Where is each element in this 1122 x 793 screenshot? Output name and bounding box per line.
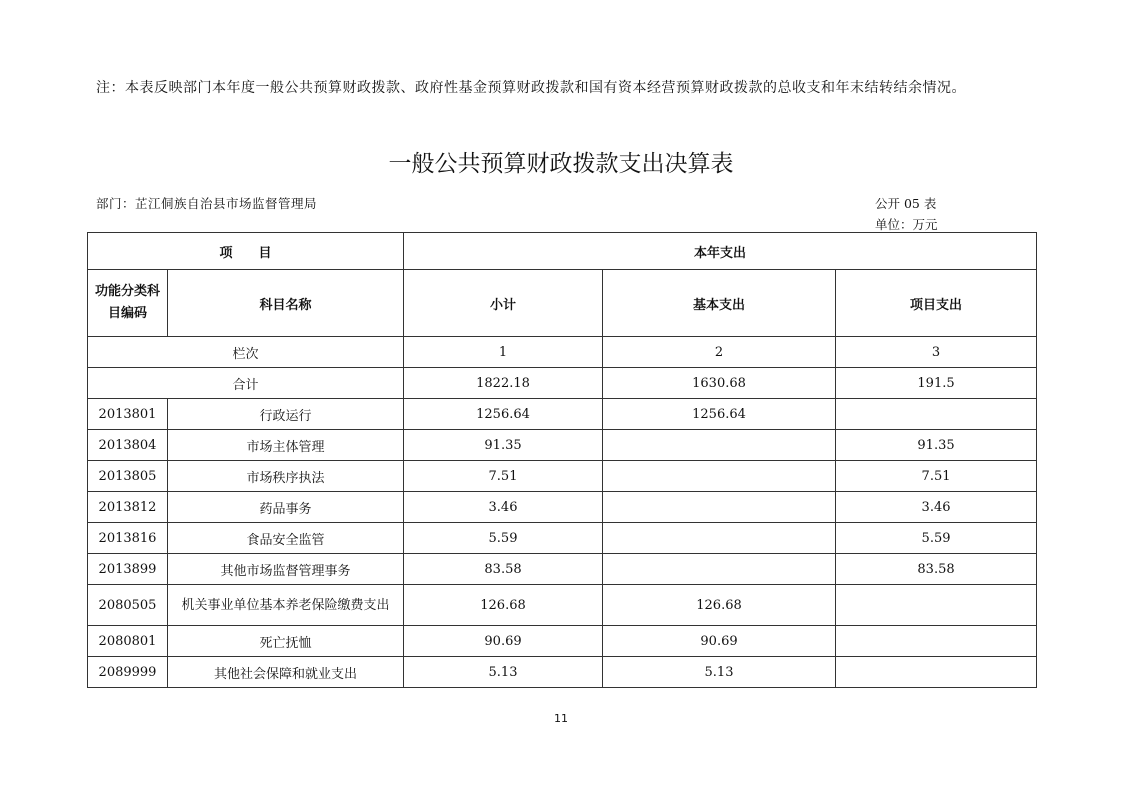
- row-code: 2013816: [88, 523, 168, 554]
- expenditure-table: [87, 232, 1037, 688]
- row-basic: [603, 461, 836, 492]
- total-subtotal: 1822.18: [404, 368, 603, 399]
- row-project: 5.59: [836, 523, 1037, 554]
- row-subtotal: 83.58: [404, 554, 603, 585]
- row-subtotal: 5.13: [404, 657, 603, 688]
- row-project: 7.51: [836, 461, 1037, 492]
- row-basic: 1256.64: [603, 399, 836, 430]
- header-subtotal: 小计: [404, 270, 603, 337]
- header-current-year-expenditure: 本年支出: [404, 233, 1037, 270]
- table-row: [88, 399, 1037, 430]
- row-index-3: 3: [836, 337, 1037, 368]
- row-index-label: 栏次: [88, 337, 404, 368]
- table-note: 注：本表反映部门本年度一般公共预算财政拨款、政府性基金预算财政拨款和国有资本经营预算财政拨款的总收支和年末结转结余情况。: [96, 80, 966, 96]
- row-project: [836, 626, 1037, 657]
- department-label: 部门：芷江侗族自治县市场监督管理局: [96, 196, 318, 211]
- row-basic: 5.13: [603, 657, 836, 688]
- row-project: 83.58: [836, 554, 1037, 585]
- row-name: 其他社会保障和就业支出: [168, 657, 404, 688]
- table-row: [88, 523, 1037, 554]
- table-row: [88, 461, 1037, 492]
- row-subtotal: 126.68: [404, 585, 603, 626]
- row-project: 91.35: [836, 430, 1037, 461]
- row-project: [836, 585, 1037, 626]
- row-code: 2080505: [88, 585, 168, 626]
- total-label: 合计: [88, 368, 404, 399]
- row-project: [836, 657, 1037, 688]
- row-index-1: 1: [404, 337, 603, 368]
- row-project: [836, 399, 1037, 430]
- row-name: 药品事务: [168, 492, 404, 523]
- row-name: 机关事业单位基本养老保险缴费支出: [168, 585, 404, 626]
- page-title: 一般公共预算财政拨款支出决算表: [388, 151, 734, 177]
- row-subtotal: 7.51: [404, 461, 603, 492]
- row-basic: [603, 492, 836, 523]
- row-name: 死亡抚恤: [168, 626, 404, 657]
- row-code: 2013899: [88, 554, 168, 585]
- row-code: 2013804: [88, 430, 168, 461]
- row-name: 其他市场监督管理事务: [168, 554, 404, 585]
- unit-label: 单位：万元: [875, 217, 938, 232]
- header-function-code: 功能分类科目编码: [88, 270, 168, 337]
- row-code: 2013805: [88, 461, 168, 492]
- row-basic: [603, 554, 836, 585]
- total-basic: 1630.68: [603, 368, 836, 399]
- row-basic: [603, 523, 836, 554]
- table-row: [88, 430, 1037, 461]
- row-name: 市场秩序执法: [168, 461, 404, 492]
- header-basic-expenditure: 基本支出: [603, 270, 836, 337]
- row-basic: 90.69: [603, 626, 836, 657]
- row-code: 2013801: [88, 399, 168, 430]
- total-project: 191.5: [836, 368, 1037, 399]
- form-number: 公开 05 表: [875, 196, 937, 211]
- row-basic: [603, 430, 836, 461]
- table-row: [88, 657, 1037, 688]
- header-project-expenditure: 项目支出: [836, 270, 1037, 337]
- row-name: 市场主体管理: [168, 430, 404, 461]
- table-row: [88, 585, 1037, 626]
- row-subtotal: 1256.64: [404, 399, 603, 430]
- row-subtotal: 3.46: [404, 492, 603, 523]
- header-subject-name: 科目名称: [168, 270, 404, 337]
- row-code: 2080801: [88, 626, 168, 657]
- header-item: 项 目: [88, 233, 404, 270]
- page-number: 11: [554, 712, 568, 725]
- row-index-2: 2: [603, 337, 836, 368]
- row-code: 2013812: [88, 492, 168, 523]
- row-subtotal: 90.69: [404, 626, 603, 657]
- row-basic: 126.68: [603, 585, 836, 626]
- row-code: 2089999: [88, 657, 168, 688]
- row-name: 食品安全监管: [168, 523, 404, 554]
- table-row: [88, 554, 1037, 585]
- row-project: 3.46: [836, 492, 1037, 523]
- row-name: 行政运行: [168, 399, 404, 430]
- table-row: [88, 492, 1037, 523]
- row-subtotal: 5.59: [404, 523, 603, 554]
- row-subtotal: 91.35: [404, 430, 603, 461]
- table-row: [88, 626, 1037, 657]
